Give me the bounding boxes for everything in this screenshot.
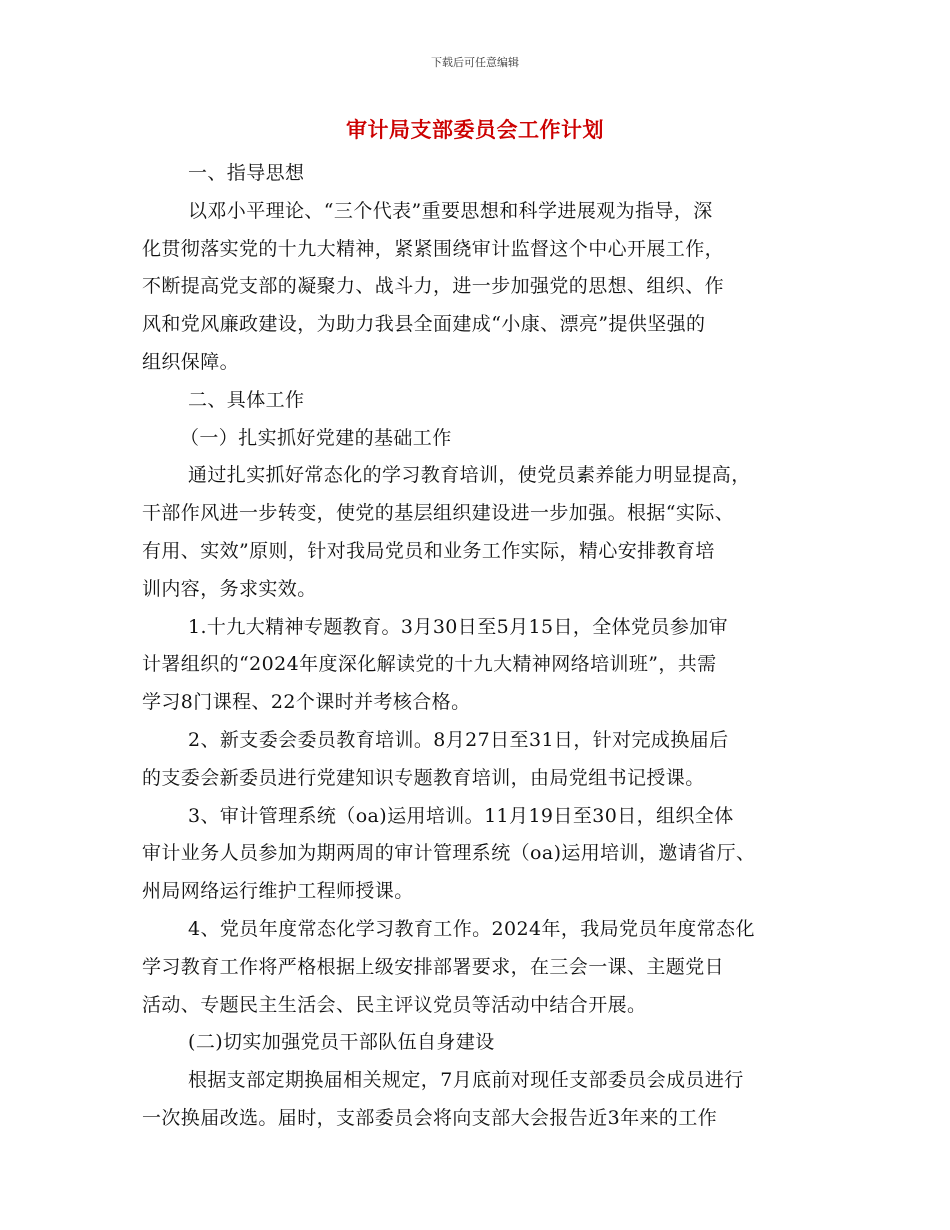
body-text-line: 训内容，务求实效。 (142, 577, 317, 600)
body-text-line: 州局网络运行维护工程师授课。 (142, 880, 414, 903)
body-text-line: 通过扎实抓好常态化的学习教育培训，使党员素养能力明显提高， (188, 464, 751, 487)
body-text-line: 以邓小平理论、“三个代表”重要思想和科学进展观为指导，深 (188, 199, 713, 222)
body-text-line: (二)切实加强党员干部队伍自身建设 (188, 1031, 495, 1054)
body-text-line: 有用、实效”原则，针对我局党员和业务工作实际，精心安排教育培 (142, 539, 715, 562)
document-body (142, 155, 822, 1138)
body-text-line: 一次换届改选。届时，支部委员会将向支部大会报告近3年来的工作 (142, 1106, 718, 1129)
body-text-line: 2、新支委会委员教育培训。8月27日至31日，针对完成换届后 (188, 728, 729, 751)
header-note: 下载后可任意编辑 (431, 56, 519, 69)
body-text-line: 组织保障。 (142, 350, 240, 373)
body-text-line: 3、审计管理系统（oa)运用培训。11月19日至30日，组织全体 (188, 804, 734, 827)
body-text-line: 学习教育工作将严格根据上级安排部署要求，在三会一课、主题党日 (142, 955, 725, 978)
body-text-line: 风和党风廉政建设，为助力我县全面建成“小康、漂亮”提供坚强的 (142, 313, 706, 336)
body-text-line: 活动、专题民主生活会、民主评议党员等活动中结合开展。 (142, 993, 647, 1016)
document-title: 审计局支部委员会工作计划 (346, 118, 604, 142)
body-text-line: 根据支部定期换届相关规定，7月底前对现任支部委员会成员进行 (188, 1069, 744, 1092)
body-text-line: 干部作风进一步转变，使党的基层组织建设进一步加强。根据“实际、 (142, 502, 735, 525)
body-text-line: 二、具体工作 (188, 388, 305, 411)
body-text-line: 学习8门课程、22个课时并考核合格。 (142, 691, 471, 714)
body-text-line: 4、党员年度常态化学习教育工作。2024年，我局党员年度常态化 (188, 917, 755, 940)
body-text-line: 审计业务人员参加为期两周的审计管理系统（oa)运用培训，邀请省厅、 (142, 842, 756, 865)
body-text-line: （一）扎实抓好党建的基础工作 (180, 426, 452, 449)
body-text-line: 一、指导思想 (188, 162, 305, 184)
body-text-line: 的支委会新委员进行党建知识专题教育培训，由局党组书记授课。 (142, 766, 705, 789)
body-text-line: 计署组织的“2024年度深化解读党的十九大精神网络培训班”，共需 (142, 653, 717, 676)
body-text-line: 1.十九大精神专题教育。3月30日至5月15日，全体党员参加审 (188, 615, 729, 638)
body-text-line: 化贯彻落实党的十九大精神，紧紧围绕审计监督这个中心开展工作， (142, 237, 725, 260)
body-text-line: 不断提高党支部的凝聚力、战斗力，进一步加强党的思想、组织、作 (142, 275, 725, 298)
